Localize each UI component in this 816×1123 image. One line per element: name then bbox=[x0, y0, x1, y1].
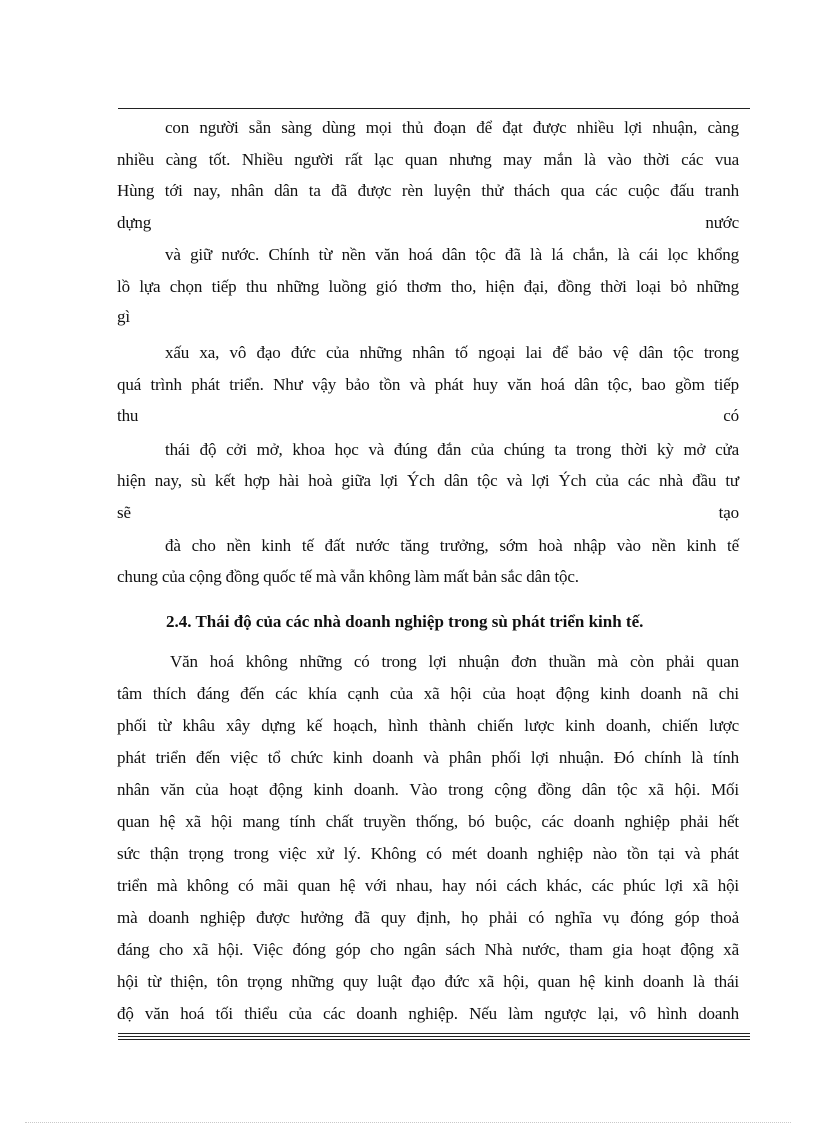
text-line: Hùng tới nay, nhân dân ta đã được rèn luyện thử thách qua các cuộc đấu tranh bbox=[117, 181, 739, 200]
text-line: sẽ tạo bbox=[117, 503, 739, 522]
text-line: quá trình phát triển. Như vậy bảo tồn và phát huy văn hoá dân tộc, bao gồm tiếp bbox=[117, 375, 739, 394]
section-heading: 2.4. Thái độ của các nhà doanh nghiệp trong sù phát triển kinh tế. bbox=[166, 612, 644, 631]
text-line: hội từ thiện, tôn trọng những quy luật đạo đức xã hội, quan hệ kinh doanh là thái bbox=[117, 972, 739, 991]
text-line: độ văn hoá tối thiểu của các doanh nghiệp. Nếu làm ngược lại, vô hình doanh bbox=[117, 1004, 739, 1023]
text-line: đà cho nền kinh tế đất nước tăng trưởng, sớm hoà nhập vào nền kinh tế bbox=[165, 536, 739, 555]
text-line: phối từ khâu xây dựng kế hoạch, hình thành chiến lược kinh doanh, chiến lược bbox=[117, 716, 739, 735]
text-line: triển mà không có mãi quan hệ với nhau, hay nói cách khác, các phúc lợi xã hội bbox=[117, 876, 739, 895]
text-line: xấu xa, vô đạo đức của những nhân tố ngoại lai để bảo vệ dân tộc trong bbox=[165, 343, 739, 362]
text-line: lồ lựa chọn tiếp thu những luồng gió thơm tho, hiện đại, đồng thời loại bỏ những bbox=[117, 277, 739, 296]
text-line: tâm thích đáng đến các khía cạnh của xã hội của hoạt động kinh doanh nã chi bbox=[117, 684, 739, 703]
footer-rule bbox=[118, 1033, 750, 1040]
header-rule bbox=[118, 108, 750, 109]
text-line: Văn hoá không những có trong lợi nhuận đơn thuần mà còn phải quan bbox=[170, 652, 739, 671]
text-line: thu có bbox=[117, 406, 739, 425]
text-line: hiện nay, sù kết hợp hài hoà giữa lợi Ých dân tộc và lợi Ých của các nhà đầu tư bbox=[117, 471, 739, 490]
text-line: nhân văn của hoạt động kinh doanh. Vào trong cộng đồng dân tộc xã hội. Mối bbox=[117, 780, 739, 799]
text-line: thái độ cởi mở, khoa học và đúng đắn của chúng ta trong thời kỳ mở cửa bbox=[165, 440, 739, 459]
text-line: gì bbox=[117, 307, 130, 326]
text-line: sức thận trọng trong việc xử lý. Không có mét doanh nghiệp nào tồn tại và phát bbox=[117, 844, 739, 863]
text-line: đáng cho xã hội. Việc đóng góp cho ngân sách Nhà nước, tham gia hoạt động xã bbox=[117, 940, 739, 959]
text-line: mà doanh nghiệp được hưởng đã quy định, họ phải có nghĩa vụ đóng góp thoả bbox=[117, 908, 739, 927]
text-line: phát triển đến việc tổ chức kinh doanh và phân phối lợi nhuận. Đó chính là tính bbox=[117, 748, 739, 767]
text-line: con người sẵn sàng dùng mọi thủ đoạn để đạt được nhiều lợi nhuận, càng bbox=[165, 118, 739, 137]
text-line: và giữ nước. Chính từ nền văn hoá dân tộc đã là lá chắn, là cái lọc khổng bbox=[165, 245, 739, 264]
text-line: chung của cộng đồng quốc tế mà vẫn không làm mất bản sắc dân tộc. bbox=[117, 567, 579, 586]
text-line: dựng nước bbox=[117, 213, 739, 232]
text-line: quan hệ xã hội mang tính chất truyền thống, bó buộc, các doanh nghiệp phải hết bbox=[117, 812, 739, 831]
text-line: nhiều càng tốt. Nhiều người rất lạc quan nhưng may mắn là vào thời các vua bbox=[117, 150, 739, 169]
